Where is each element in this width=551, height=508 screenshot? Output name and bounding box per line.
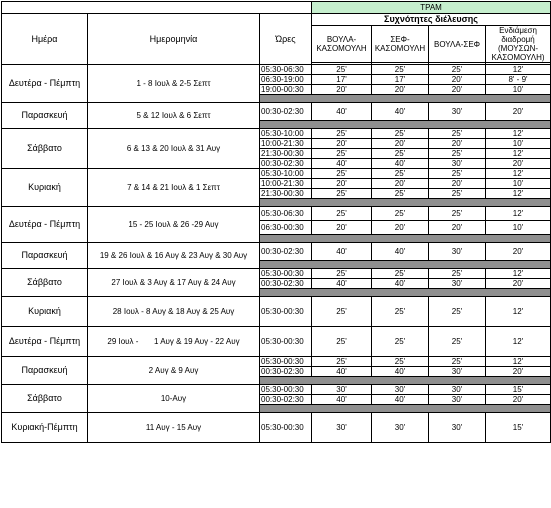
intermediate-route-cell: 12' <box>486 327 551 357</box>
voula-kasomouli-cell: 25' <box>312 269 372 279</box>
voula-kasomouli-cell: 20' <box>312 85 372 95</box>
sef-kasomouli-cell: 25' <box>372 357 429 367</box>
voula-kasomouli-cell: 20' <box>312 221 372 235</box>
hours-cell: 05:30-00:30 <box>260 385 312 395</box>
sef-kasomouli-cell: 25' <box>372 269 429 279</box>
intermediate-route-cell: 10' <box>486 179 551 189</box>
voula-sef-cell: 20' <box>429 221 486 235</box>
voula-sef-cell: 25' <box>429 207 486 221</box>
separator-bar <box>260 199 551 207</box>
header-blank <box>2 2 312 14</box>
frequency-subtitle: Συχνότητες διέλευσης <box>312 14 551 26</box>
sef-kasomouli-cell: 20' <box>372 139 429 149</box>
sef-kasomouli-cell: 20' <box>372 221 429 235</box>
separator-bar <box>260 289 551 297</box>
intermediate-route-cell: 10' <box>486 221 551 235</box>
date-cell: 7 & 14 & 21 Ιουλ & 1 Σεπτ <box>88 169 260 207</box>
hours-cell: 10:00-21:30 <box>260 179 312 189</box>
tram-schedule-table <box>1 1 551 443</box>
voula-kasomouli-cell: 40' <box>312 279 372 289</box>
col-header-day: Ημέρα <box>2 14 88 65</box>
day-cell: Κυριακή <box>2 297 88 327</box>
date-cell: 27 Ιουλ & 3 Αυγ & 17 Αυγ & 24 Αυγ <box>88 269 260 297</box>
intermediate-route-cell: 20' <box>486 367 551 377</box>
voula-sef-cell: 25' <box>429 169 486 179</box>
voula-sef-cell: 30' <box>429 367 486 377</box>
voula-kasomouli-cell: 40' <box>312 103 372 121</box>
voula-kasomouli-cell: 25' <box>312 297 372 327</box>
intermediate-route-cell: 20' <box>486 279 551 289</box>
sef-kasomouli-cell: 20' <box>372 85 429 95</box>
sef-kasomouli-cell: 25' <box>372 327 429 357</box>
day-cell: Σάββατο <box>2 385 88 413</box>
table-row <box>2 207 551 221</box>
sef-kasomouli-cell: 25' <box>372 207 429 221</box>
hours-cell: 05:30-00:30 <box>260 413 312 443</box>
col-header-intermediate-route: Ενδιάμεση διαδρομή (ΜΟΥΣΩΝ-ΚΑΣΟΜΟΥΛΗ) <box>486 26 551 63</box>
intermediate-route-cell: 12' <box>486 269 551 279</box>
voula-sef-cell: 20' <box>429 179 486 189</box>
voula-kasomouli-cell: 25' <box>312 169 372 179</box>
intermediate-route-cell: 12' <box>486 129 551 139</box>
date-cell: 6 & 13 & 20 Ιουλ & 31 Αυγ <box>88 129 260 169</box>
date-cell: 11 Αυγ - 15 Αυγ <box>88 413 260 443</box>
voula-kasomouli-cell: 40' <box>312 243 372 261</box>
intermediate-route-cell: 10' <box>486 139 551 149</box>
voula-kasomouli-cell: 25' <box>312 207 372 221</box>
hours-cell: 05:30-00:30 <box>260 327 312 357</box>
sef-kasomouli-cell: 25' <box>372 189 429 199</box>
separator-bar <box>260 235 551 243</box>
col-header-voula-kasomouli: ΒΟΥΛΑ-ΚΑΣΟΜΟΥΛΗ <box>312 26 372 63</box>
voula-kasomouli-cell: 40' <box>312 367 372 377</box>
col-header-date: Ημερομηνία <box>88 14 260 65</box>
table-row <box>2 129 551 139</box>
sef-kasomouli-cell: 30' <box>372 385 429 395</box>
hours-cell: 00:30-02:30 <box>260 395 312 405</box>
hours-cell: 06:30-19:00 <box>260 75 312 85</box>
voula-kasomouli-cell: 25' <box>312 149 372 159</box>
date-cell: 10-Αυγ <box>88 385 260 413</box>
intermediate-route-cell: 12' <box>486 169 551 179</box>
sef-kasomouli-cell: 25' <box>372 129 429 139</box>
date-cell: 19 & 26 Ιουλ & 16 Αυγ & 23 Αυγ & 30 Αυγ <box>88 243 260 269</box>
intermediate-route-cell: 12' <box>486 357 551 367</box>
table-row <box>2 243 551 261</box>
date-cell: 15 - 25 Ιουλ & 26 -29 Αυγ <box>88 207 260 243</box>
intermediate-route-cell: 20' <box>486 395 551 405</box>
voula-sef-cell: 25' <box>429 327 486 357</box>
table-row <box>2 327 551 357</box>
intermediate-route-cell: 12' <box>486 297 551 327</box>
separator-bar <box>260 95 551 103</box>
hours-cell: 06:30-00:30 <box>260 221 312 235</box>
voula-sef-cell: 25' <box>429 297 486 327</box>
table-row <box>2 297 551 327</box>
voula-kasomouli-cell: 20' <box>312 179 372 189</box>
voula-kasomouli-cell: 17' <box>312 75 372 85</box>
intermediate-route-cell: 12' <box>486 65 551 75</box>
voula-sef-cell: 25' <box>429 357 486 367</box>
day-cell: Σάββατο <box>2 129 88 169</box>
hours-cell: 19:00-00:30 <box>260 85 312 95</box>
hours-cell: 05:30-00:30 <box>260 357 312 367</box>
table-row <box>2 269 551 279</box>
voula-sef-cell: 20' <box>429 75 486 85</box>
sef-kasomouli-cell: 25' <box>372 65 429 75</box>
sef-kasomouli-cell: 40' <box>372 279 429 289</box>
hours-cell: 05:30-00:30 <box>260 269 312 279</box>
date-cell: 29 Ιουλ - 1 Αυγ & 19 Αυγ - 22 Αυγ <box>88 327 260 357</box>
day-cell: Κυριακή-Πέμπτη <box>2 413 88 443</box>
table-row <box>2 65 551 75</box>
col-header-hours: Ώρες <box>260 14 312 65</box>
hours-cell: 00:30-02:30 <box>260 103 312 121</box>
hours-cell: 05:30-06:30 <box>260 207 312 221</box>
separator-bar <box>260 405 551 413</box>
hours-cell: 05:30-06:30 <box>260 65 312 75</box>
sef-kasomouli-cell: 40' <box>372 395 429 405</box>
date-cell: 5 & 12 Ιουλ & 6 Σεπτ <box>88 103 260 129</box>
voula-sef-cell: 30' <box>429 159 486 169</box>
voula-sef-cell: 25' <box>429 269 486 279</box>
intermediate-route-cell: 12' <box>486 207 551 221</box>
table-row <box>2 357 551 367</box>
sef-kasomouli-cell: 40' <box>372 103 429 121</box>
hours-cell: 00:30-02:30 <box>260 159 312 169</box>
intermediate-route-cell: 10' <box>486 85 551 95</box>
intermediate-route-cell: 12' <box>486 149 551 159</box>
hours-cell: 21:30-00:30 <box>260 149 312 159</box>
day-cell: Σάββατο <box>2 269 88 297</box>
sef-kasomouli-cell: 40' <box>372 159 429 169</box>
day-cell: Παρασκευή <box>2 357 88 385</box>
voula-sef-cell: 25' <box>429 129 486 139</box>
voula-sef-cell: 30' <box>429 103 486 121</box>
intermediate-route-cell: 12' <box>486 189 551 199</box>
hours-cell: 21:30-00:30 <box>260 189 312 199</box>
intermediate-route-cell: 15' <box>486 385 551 395</box>
sef-kasomouli-cell: 30' <box>372 413 429 443</box>
voula-kasomouli-cell: 25' <box>312 327 372 357</box>
hours-cell: 05:30-10:00 <box>260 129 312 139</box>
intermediate-route-cell: 8' - 9' <box>486 75 551 85</box>
date-cell: 2 Αυγ & 9 Αυγ <box>88 357 260 385</box>
col-header-sef-kasomouli: ΣΕΦ-ΚΑΣΟΜΟΥΛΗ <box>372 26 429 63</box>
intermediate-route-cell: 20' <box>486 159 551 169</box>
hours-cell: 10:00-21:30 <box>260 139 312 149</box>
voula-kasomouli-cell: 25' <box>312 129 372 139</box>
table-title: ΤΡΑΜ <box>312 2 551 14</box>
separator-bar <box>260 377 551 385</box>
intermediate-route-cell: 15' <box>486 413 551 443</box>
hours-cell: 00:30-02:30 <box>260 367 312 377</box>
hours-cell: 00:30-02:30 <box>260 279 312 289</box>
voula-sef-cell: 25' <box>429 65 486 75</box>
voula-sef-cell: 20' <box>429 139 486 149</box>
sef-kasomouli-cell: 17' <box>372 75 429 85</box>
hours-cell: 05:30-00:30 <box>260 297 312 327</box>
voula-sef-cell: 20' <box>429 85 486 95</box>
voula-kasomouli-cell: 25' <box>312 65 372 75</box>
hours-cell: 05:30-10:00 <box>260 169 312 179</box>
date-cell: 1 - 8 Ιουλ & 2-5 Σεπτ <box>88 65 260 103</box>
voula-sef-cell: 25' <box>429 149 486 159</box>
voula-sef-cell: 30' <box>429 385 486 395</box>
sef-kasomouli-cell: 20' <box>372 179 429 189</box>
sef-kasomouli-cell: 25' <box>372 169 429 179</box>
voula-sef-cell: 30' <box>429 279 486 289</box>
day-cell: Δευτέρα - Πέμπτη <box>2 327 88 357</box>
voula-sef-cell: 30' <box>429 243 486 261</box>
day-cell: Παρασκευή <box>2 243 88 269</box>
voula-sef-cell: 30' <box>429 395 486 405</box>
intermediate-route-cell: 20' <box>486 243 551 261</box>
intermediate-route-cell: 20' <box>486 103 551 121</box>
day-cell: Δευτέρα - Πέμπτη <box>2 207 88 243</box>
voula-kasomouli-cell: 25' <box>312 189 372 199</box>
col-header-voula-sef: ΒΟΥΛΑ-ΣΕΦ <box>429 26 486 63</box>
voula-kasomouli-cell: 20' <box>312 139 372 149</box>
day-cell: Παρασκευή <box>2 103 88 129</box>
voula-sef-cell: 30' <box>429 413 486 443</box>
table-row <box>2 103 551 121</box>
sef-kasomouli-cell: 25' <box>372 149 429 159</box>
table-row <box>2 385 551 395</box>
day-cell: Κυριακή <box>2 169 88 207</box>
voula-kasomouli-cell: 30' <box>312 413 372 443</box>
separator-bar <box>260 261 551 269</box>
sef-kasomouli-cell: 40' <box>372 243 429 261</box>
voula-kasomouli-cell: 25' <box>312 357 372 367</box>
day-cell: Δευτέρα - Πέμπτη <box>2 65 88 103</box>
voula-kasomouli-cell: 40' <box>312 159 372 169</box>
voula-sef-cell: 25' <box>429 189 486 199</box>
voula-kasomouli-cell: 40' <box>312 395 372 405</box>
sef-kasomouli-cell: 25' <box>372 297 429 327</box>
separator-bar <box>260 121 551 129</box>
sef-kasomouli-cell: 40' <box>372 367 429 377</box>
table-row <box>2 413 551 443</box>
date-cell: 28 Ιουλ - 8 Αυγ & 18 Αυγ & 25 Αυγ <box>88 297 260 327</box>
hours-cell: 00:30-02:30 <box>260 243 312 261</box>
voula-kasomouli-cell: 30' <box>312 385 372 395</box>
table-row <box>2 169 551 179</box>
